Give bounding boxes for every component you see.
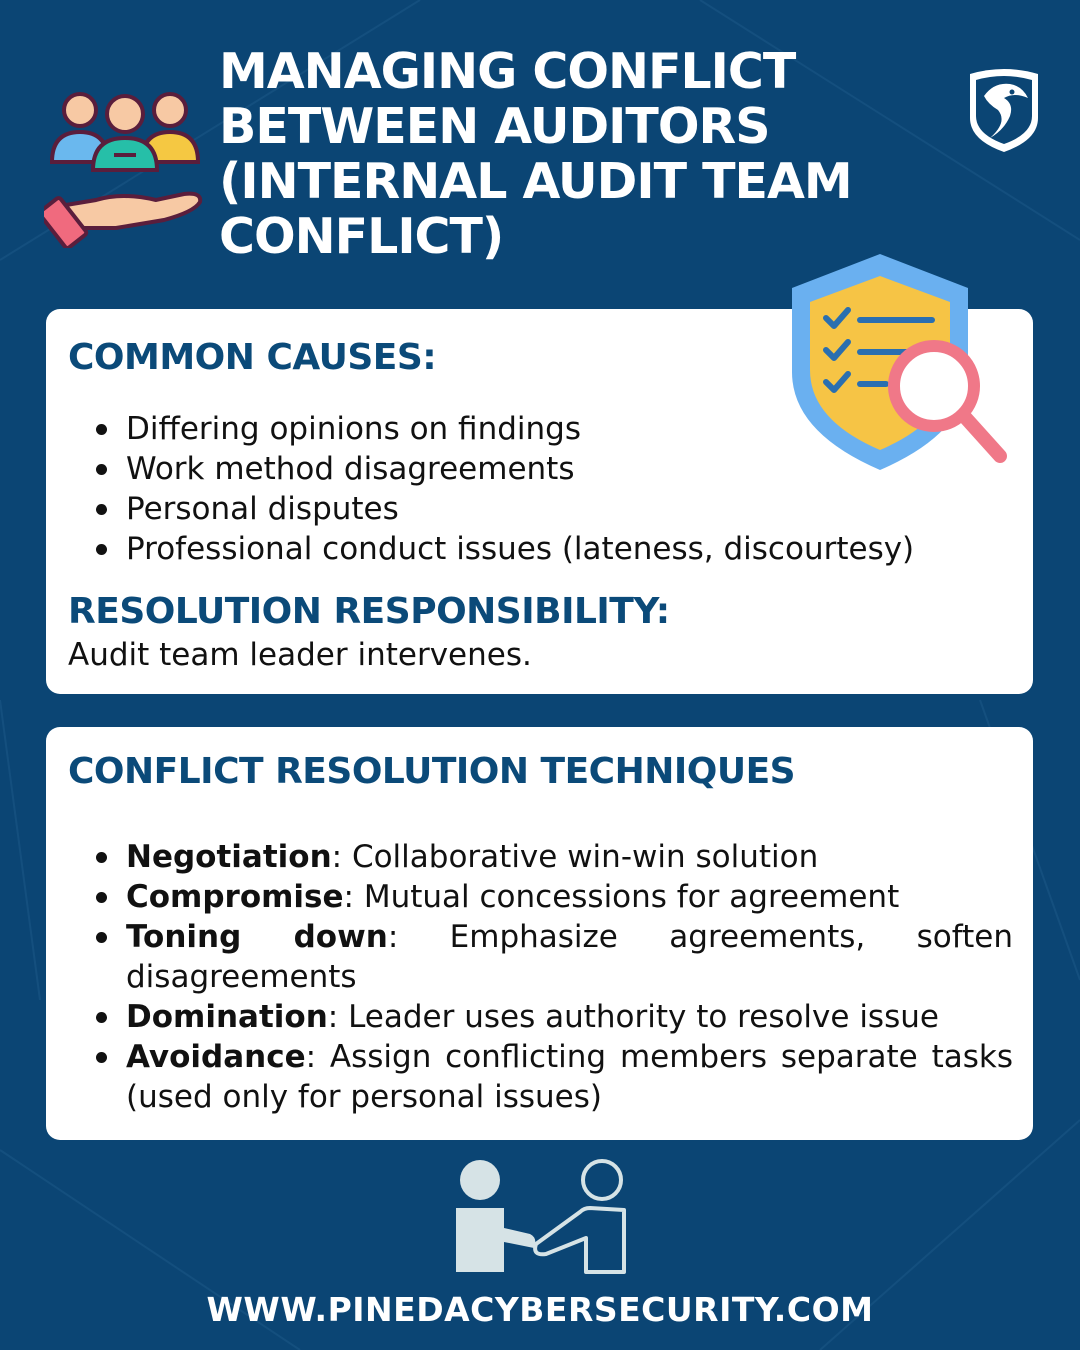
handshake-icon <box>446 1158 636 1276</box>
list-item <box>46 917 1013 997</box>
technique-term: Avoidance <box>126 1039 306 1075</box>
list-item <box>46 1037 1013 1117</box>
technique-term: Compromise <box>126 879 344 915</box>
list-item: Professional conduct issues (lateness, discourtesy) <box>46 529 914 569</box>
technique-desc: : Mutual concessions for agreement <box>343 879 900 915</box>
team-hand-icon <box>44 88 206 248</box>
list-item <box>46 837 1013 877</box>
eagle-shield-logo <box>964 66 1044 154</box>
techniques-card <box>46 727 1033 1140</box>
technique-desc: : Collaborative win-win solution <box>331 839 819 875</box>
title-line: CONFLICT) <box>219 208 504 265</box>
title-line: BETWEEN AUDITORS <box>219 98 770 155</box>
technique-desc: : Leader uses authority to resolve issue <box>327 999 939 1035</box>
title-line: (INTERNAL AUDIT TEAM <box>219 153 852 210</box>
resolution-responsibility-heading: RESOLUTION RESPONSIBILITY: <box>68 591 670 632</box>
list-item: Differing opinions on findings <box>46 409 914 449</box>
causes-list <box>46 409 914 569</box>
shield-checklist-magnifier-icon <box>786 252 1010 474</box>
common-causes-heading: COMMON CAUSES: <box>68 337 437 378</box>
list-item: Personal disputes <box>46 489 914 529</box>
techniques-list <box>46 837 1013 1117</box>
list-item <box>46 997 1013 1037</box>
technique-desc: : Emphasize agreements, soften disagreements <box>126 919 1013 995</box>
list-item: Work method disagreements <box>46 449 914 489</box>
page-title <box>219 44 859 264</box>
website-url[interactable]: WWW.PINEDACYBERSECURITY.COM <box>206 1290 874 1329</box>
conflict-resolution-techniques-heading: CONFLICT RESOLUTION TECHNIQUES <box>68 751 796 792</box>
technique-term: Negotiation <box>126 839 332 875</box>
technique-term: Domination <box>126 999 328 1035</box>
title-line: MANAGING CONFLICT <box>219 43 796 100</box>
list-item <box>46 877 1013 917</box>
technique-desc: : Assign conflicting members separate tasks (used only for personal issues) <box>126 1039 1013 1115</box>
technique-term: Toning down <box>126 919 388 955</box>
resolution-responsibility-text: Audit team leader intervenes. <box>68 637 532 673</box>
